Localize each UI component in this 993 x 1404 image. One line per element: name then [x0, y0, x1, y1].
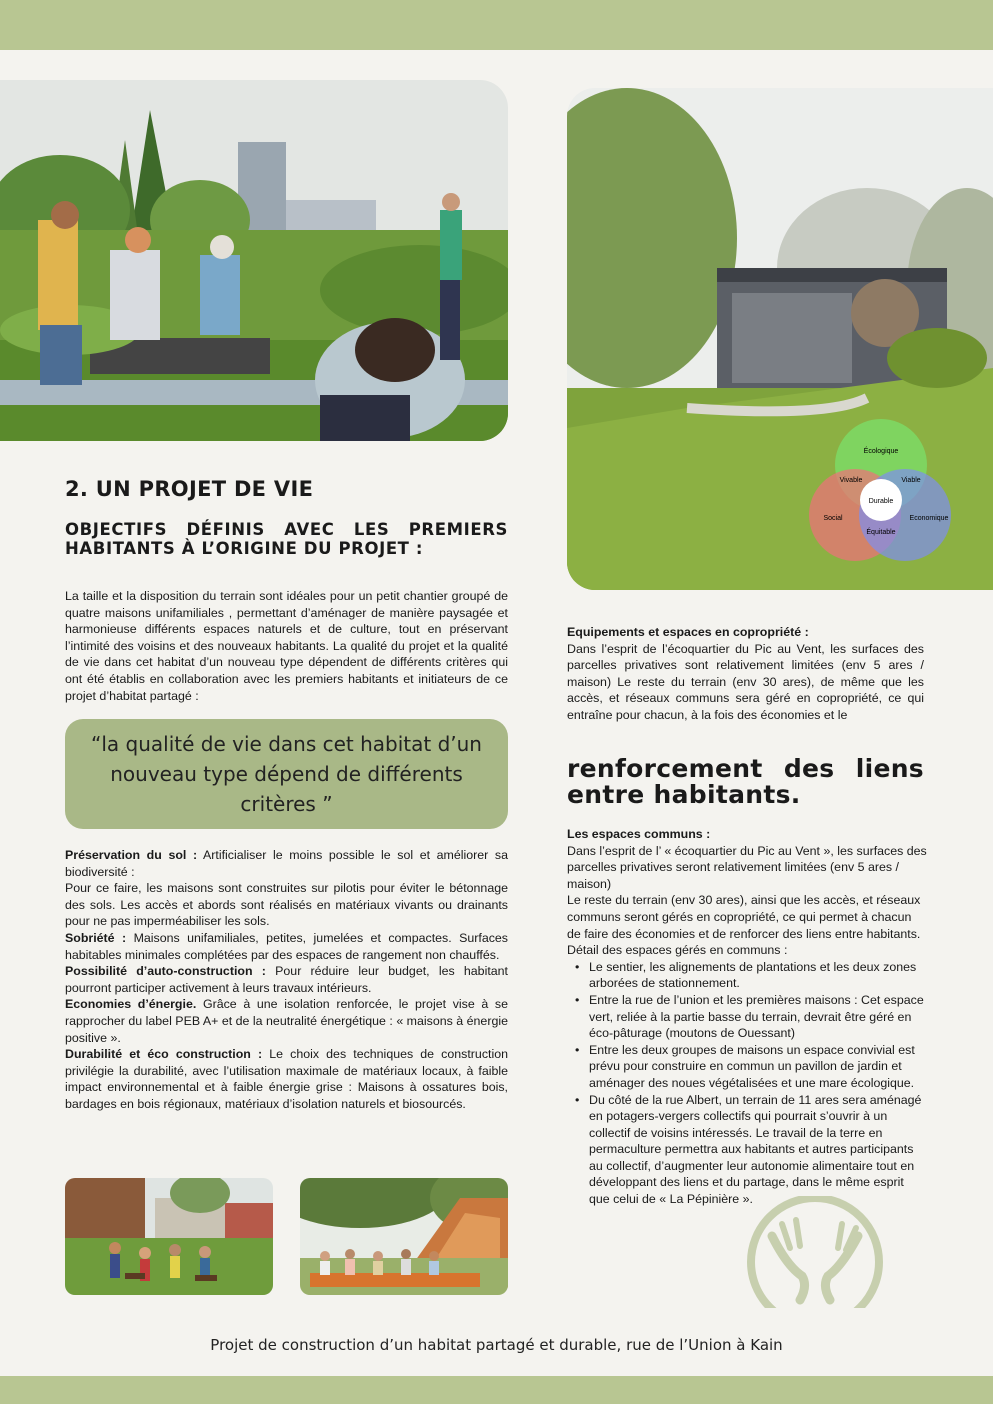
- venn-label-economique: Economique: [909, 515, 949, 522]
- sustainability-venn-diagram: [805, 418, 955, 566]
- wooden-pavilion-photo: [300, 1178, 508, 1295]
- communs-line: Le reste du terrain (env 30 ares), ainsi que les accès, et réseaux communs seront gérés en copropriété, ce qui permet à chacun de faire des économies et de renforcer des liens entre habitants.: [567, 893, 921, 941]
- bottom-band: [0, 1376, 993, 1404]
- venn-label-ecologique: Écologique: [863, 448, 899, 455]
- criterion-item-extra: Pour ce faire, les maisons sont construites sur pilotis pour éviter le bétonnage des sols. Les accès et abords sont réalisés en matériaux vivants ou drainants pour ne pas imperméabiliser les sols.: [65, 881, 508, 929]
- equipements-text: Dans l’esprit de l’écoquartier du Pic au Vent, les surfaces des parcelles privatives sont relativement limitées (env 5 ares / maison) Le reste du terrain (env 30 ares), de même que les accès, et réseaux communs sera géré en copropriété, ce qui entraîne pour chacun, à la fois des économies et le: [567, 641, 924, 722]
- hands-circle-logo: [742, 1196, 888, 1308]
- communs-line: Dans l’esprit de l’ « écoquartier du Pic au Vent », les surfaces des parcelles privatives seront relativement limitées (env 5 ares / maison): [567, 843, 927, 891]
- equipements-label: Equipements et espaces en copropriété :: [567, 625, 809, 639]
- criterion-item: Possibilité d’auto-construction : Pour réduire leur budget, les habitant pourront participer activement à leurs travaux intérieurs.: [65, 964, 508, 995]
- page-footer: Projet de construction d’un habitat partagé et durable, rue de l’Union à Kain: [210, 1336, 783, 1354]
- equipements-paragraph: [567, 624, 924, 724]
- section-title: 2. UN PROJET DE VIE: [65, 477, 314, 501]
- criterion-item: Durabilité et éco construction : Le choix des techniques de construction privilégie la durabilité, avec l’utilisation maximale de matériaux locaux, à faible impact environnemental et à faible énergie grise : Maisons à ossatures bois, bardages en bois régionaux, matériaux d’isolation naturels et biosourcés.: [65, 1047, 508, 1111]
- list-item: • Entre les deux groupes de maisons un espace convivial est prévu pour construire en commun un pavillon de jardin et aménager des noues végétalisées et une mare écologique.: [567, 1042, 927, 1092]
- headline: renforcement des liens entre habitants.: [567, 754, 924, 809]
- list-item: • Le sentier, les alignements de plantations et les deux zones arborées de stationnement.: [567, 959, 927, 992]
- neighbors-lawn-photo: [65, 1178, 273, 1295]
- criterion-item: Sobriété : Maisons unifamiliales, petites, jumelées et compactes. Surfaces habitables minimales complétées par des espaces de rangement non chauffés.: [65, 930, 508, 962]
- venn-label-durable: Durable: [868, 498, 894, 505]
- criterion-item: Economies d’énergie. Grâce à une isolation renforcée, le projet vise à se rapprocher du label PEB A+ et de la neutralité énergétique : « maisons à énergie positive ».: [65, 997, 509, 1045]
- venn-label-equitable: Équitable: [866, 529, 896, 536]
- venn-label-viable: Viable: [901, 477, 921, 484]
- community-garden-photo: [0, 80, 508, 441]
- communs-line: Détail des espaces gérés en communs :: [567, 943, 788, 958]
- intro-paragraph: La taille et la disposition du terrain sont idéales pour un petit chantier groupé de quatre maisons unifamiliales , permettant d’aménager de manière paysagée et harmonieuse différents espaces naturels et de culture, tout en préservant l’intimité des voisins et des nouveaux habitants. La qualité du projet et la qualité de vie dans cet habitat d’un nouveau type dépendent de différents critères qui ont été établis en collaboration avec les premiers habitants et initiateurs de ce projet d’habitat partagé :: [65, 589, 508, 703]
- criteria-list: [65, 847, 508, 1113]
- criterion-item: Préservation du sol : Artificialiser le moins possible le sol et améliorer sa biodiversité :: [65, 848, 508, 879]
- section-subtitle: OBJECTIFS DÉFINIS AVEC LES PREMIERS HABITANTS À L’ORIGINE DU PROJET :: [65, 520, 508, 558]
- venn-label-social: Social: [823, 515, 843, 522]
- pull-quote: “la qualité de vie dans cet habitat d’un nouveau type dépend de différents critères ”: [65, 719, 508, 829]
- venn-label-vivable: Vivable: [839, 477, 863, 484]
- communs-list: [567, 959, 927, 1208]
- list-item: • Du côté de la rue Albert, un terrain de 11 ares sera aménagé en potagers-vergers collectifs qui pourrait s’ouvrir à un collectif de voisins intéressés. Le travail de la terre en permaculture permettra aux habitants et autres participants au collectif, d’augmenter leur autonomie alimentaire tout en développant des liens et du partage, dans le même esprit que celui de « La Pépinière ».: [567, 1092, 927, 1208]
- top-band: [0, 0, 993, 50]
- communs-label: Les espaces communs :: [567, 827, 711, 841]
- espaces-communs-section: [567, 826, 927, 1208]
- list-item: • Entre la rue de l’union et les premières maisons : Cet espace vert, reliée à la partie basse du terrain, devrait être géré en éco-pâturage (moutons de Ouessant): [567, 992, 927, 1042]
